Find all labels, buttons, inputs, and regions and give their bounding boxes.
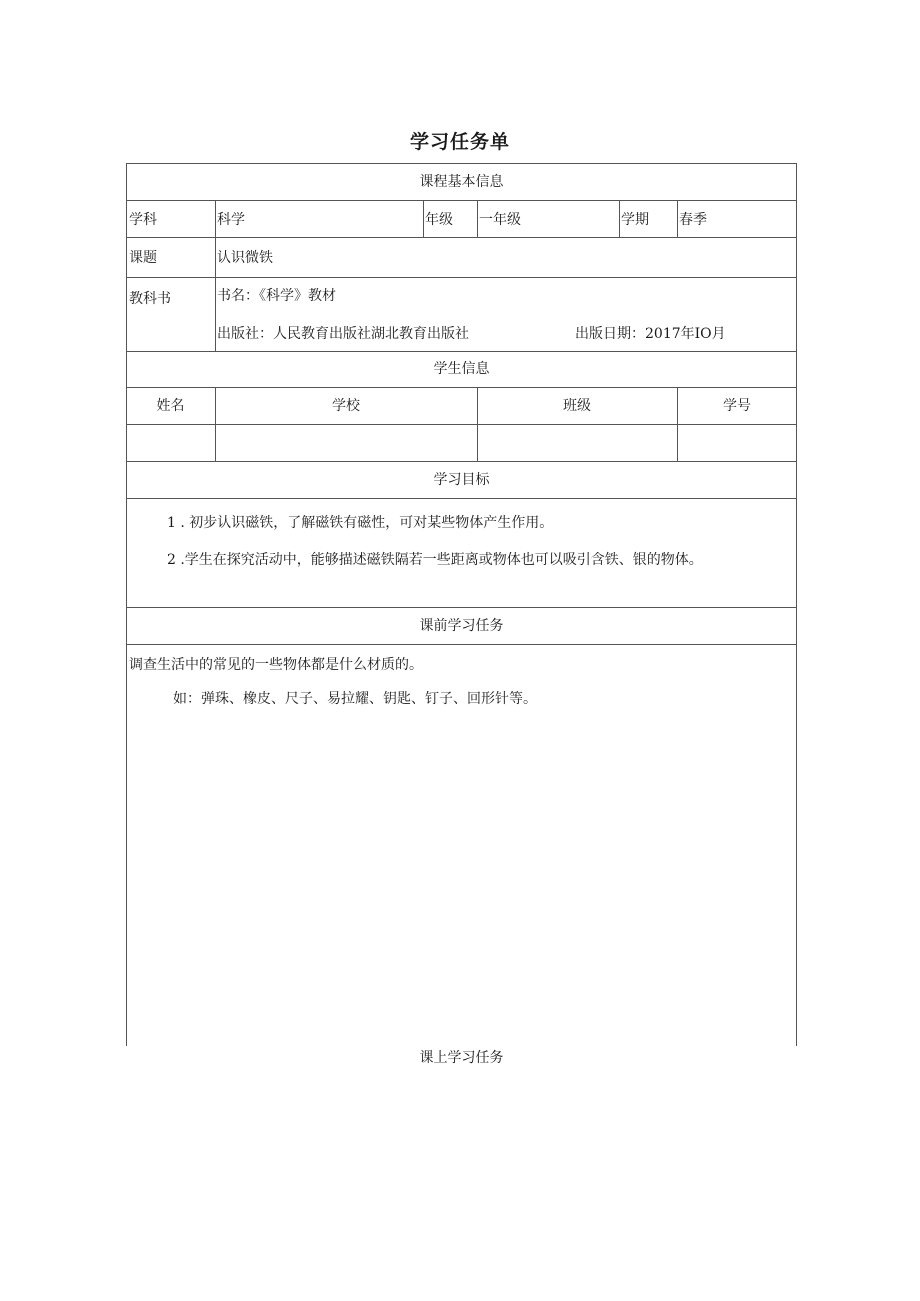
- rule: [126, 163, 797, 164]
- grade-value: 一年级: [479, 212, 521, 228]
- border-left: [126, 163, 127, 1046]
- term-label: 学期: [621, 212, 649, 228]
- grade-label: 年级: [425, 212, 453, 228]
- topic-value: 认识微铁: [217, 250, 273, 266]
- term-value: 春季: [679, 212, 707, 228]
- page-title: 学习任务单: [409, 131, 510, 153]
- rule: [126, 424, 797, 425]
- in-class-task-header: 课上学习任务: [419, 1050, 504, 1066]
- rule: [126, 237, 797, 238]
- textbook-label: 教科书: [129, 291, 171, 307]
- border-right: [796, 163, 797, 1046]
- rule: [126, 387, 797, 388]
- subject-value: 科学: [217, 212, 245, 228]
- publish-date: 出版日期：2017年IO月: [575, 326, 726, 342]
- rule: [126, 644, 797, 645]
- rule: [126, 461, 797, 462]
- divider: [215, 200, 216, 351]
- student-info-header: 学生信息: [433, 361, 490, 377]
- column-name: 姓名: [156, 398, 185, 414]
- column-student-id: 学号: [723, 398, 751, 414]
- publisher: 出版社：人民教育出版社湖北教育出版社: [217, 326, 469, 342]
- learning-goal-item: 1 . 初步认识磁铁，了解磁铁有磁性，可对某些物体产生作用。: [167, 515, 554, 531]
- rule: [126, 498, 797, 499]
- task-sheet-table: [126, 163, 797, 1046]
- learning-goals-header: 学习目标: [433, 472, 490, 488]
- column-class: 班级: [563, 398, 591, 414]
- course-info-header: 课程基本信息: [419, 174, 504, 190]
- rule: [126, 351, 797, 352]
- book-name: 书名：《科学》教材: [217, 288, 336, 304]
- divider: [477, 200, 478, 237]
- column-school: 学校: [332, 398, 360, 414]
- learning-goal-item: 2 .学生在探究活动中，能够描述磁铁隔若一些距离或物体也可以吸引含铁、银的物体。: [167, 552, 703, 568]
- subject-label: 学科: [129, 212, 157, 228]
- rule: [126, 277, 797, 278]
- pre-class-task-example: 如：弹珠、橡皮、尺子、易拉耀、钥匙、钉子、回形针等。: [173, 691, 537, 707]
- divider: [677, 200, 678, 237]
- pre-class-task-header: 课前学习任务: [419, 618, 504, 634]
- rule: [126, 607, 797, 608]
- divider: [423, 200, 424, 237]
- pre-class-task-line: 调查生活中的常见的一些物体都是什么材质的。: [129, 657, 423, 673]
- divider: [619, 200, 620, 237]
- rule: [126, 200, 797, 201]
- topic-label: 课题: [129, 250, 157, 266]
